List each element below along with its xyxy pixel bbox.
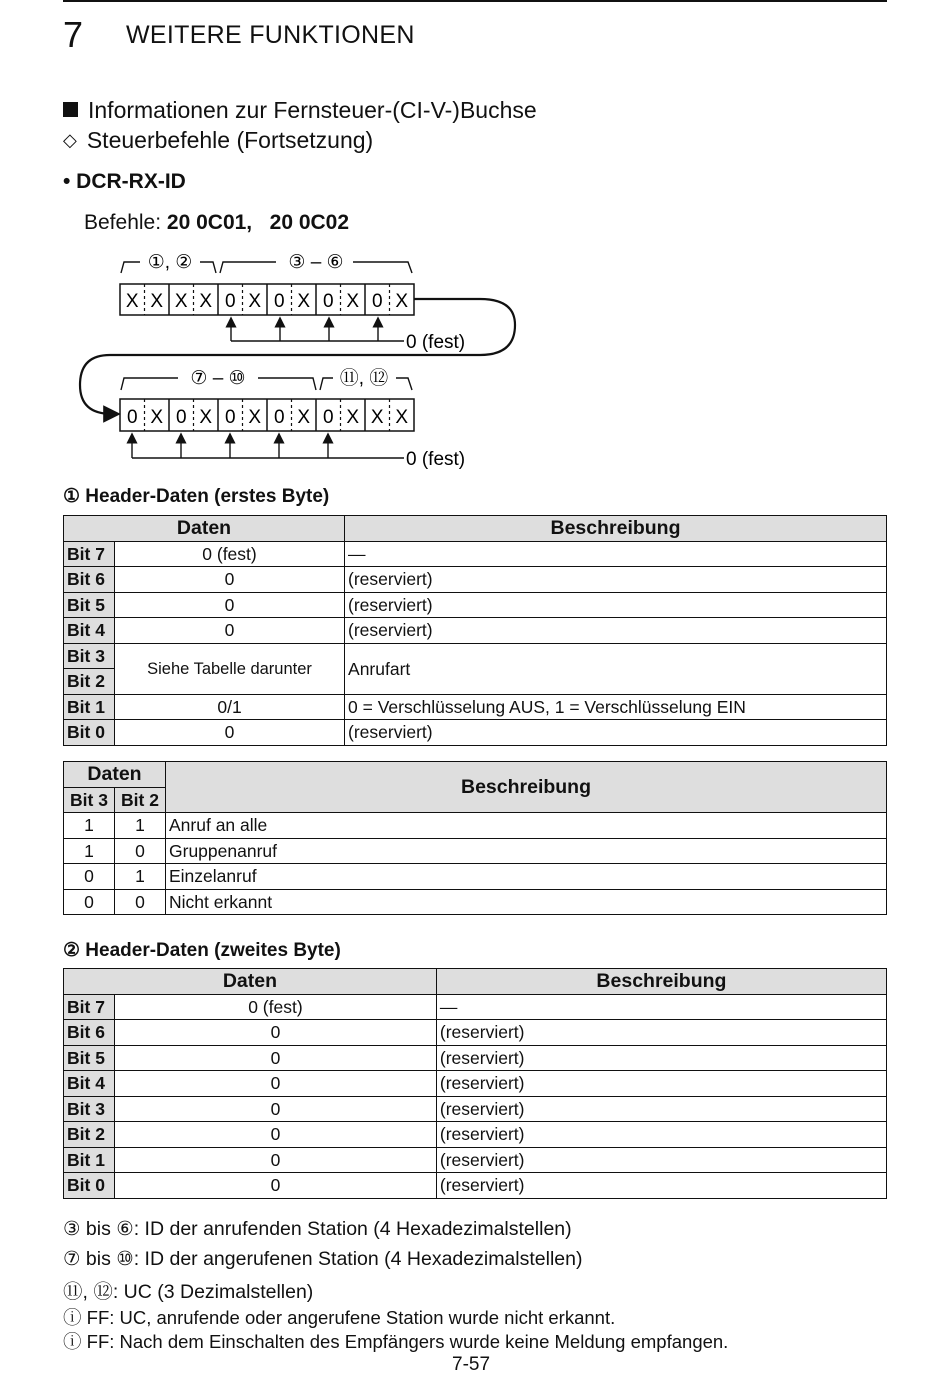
- row2-group-a-label: ⑦ – ⑩: [190, 368, 246, 389]
- row1-group-a-label: ①, ②: [147, 252, 193, 273]
- bit-label: Bit 4: [64, 1071, 115, 1097]
- bit-desc: (reserviert): [345, 567, 887, 593]
- table-row: [64, 1020, 887, 1046]
- info-note: ⓘ FF: Nach dem Einschalten des Empfängers wurde keine Meldung empfangen.: [63, 1331, 729, 1352]
- bit-value: 0: [115, 592, 345, 618]
- bit-label: Bit 1: [64, 1147, 115, 1173]
- bit-label: Bit 0: [64, 720, 115, 746]
- table1: [63, 515, 887, 746]
- nibble-cell: 0: [273, 407, 285, 428]
- table-row: [64, 1173, 887, 1199]
- call-type-desc: Nicht erkannt: [166, 889, 887, 915]
- nibble-cell: X: [174, 291, 188, 312]
- bit-desc: (reserviert): [436, 1147, 886, 1173]
- bit-label: Bit 2: [64, 669, 115, 695]
- subsection-title: Steuerbefehle (Fortsetzung): [86, 127, 374, 153]
- bit-value: 0: [115, 618, 345, 644]
- nibble-cell: X: [297, 291, 311, 312]
- item-title: • DCR-RX-ID: [63, 170, 186, 193]
- bit-desc: (reserviert): [436, 1122, 886, 1148]
- bit-desc: (reserviert): [436, 1045, 886, 1071]
- table-row: [64, 618, 887, 644]
- bit-desc: (reserviert): [436, 1173, 886, 1199]
- bit2-value: 1: [115, 813, 166, 839]
- table-row: [64, 720, 887, 746]
- nibble-cell: 0: [371, 291, 383, 312]
- bit-value: 0: [115, 1071, 437, 1097]
- table2-col-bit3: Bit 3: [64, 787, 115, 813]
- bit-value: 0/1: [115, 694, 345, 720]
- call-type-desc: Einzelanruf: [166, 864, 887, 890]
- byte-structure-diagram: [0, 0, 950, 480]
- nibble-cell: X: [248, 291, 262, 312]
- bit-desc: (reserviert): [436, 1096, 886, 1122]
- table-row: [64, 1122, 887, 1148]
- bit-desc: (reserviert): [345, 592, 887, 618]
- bit-desc: 0 = Verschlüsselung AUS, 1 = Verschlüsselung EIN: [345, 694, 887, 720]
- table-row: [64, 813, 887, 839]
- page-number: 7-57: [452, 1354, 491, 1375]
- nibble-cell: X: [150, 291, 164, 312]
- call-type-desc: Gruppenanruf: [166, 838, 887, 864]
- nibble-cell: X: [346, 407, 360, 428]
- chapter-number: 7: [63, 14, 84, 55]
- bit-label: Bit 6: [64, 1020, 115, 1046]
- bit-desc: (reserviert): [436, 1020, 886, 1046]
- bit-value: 0: [115, 1096, 437, 1122]
- table2-header-data: Daten: [64, 762, 166, 788]
- nibble-cell: X: [370, 407, 384, 428]
- bit-value: 0: [115, 1020, 437, 1046]
- bit-label: Bit 7: [64, 994, 115, 1020]
- nibble-cell: X: [297, 407, 311, 428]
- bit-desc: (reserviert): [345, 720, 887, 746]
- table-row: [64, 994, 887, 1020]
- table3-header-desc: Beschreibung: [436, 969, 886, 995]
- bit3-value: 1: [64, 813, 115, 839]
- nibble-cell: 0: [322, 291, 334, 312]
- nibble-cell: X: [199, 291, 213, 312]
- bit-label: Bit 7: [64, 541, 115, 567]
- nibble-cell: X: [199, 407, 213, 428]
- info-note: ⓘ FF: UC, anrufende oder angerufene Station wurde nicht erkannt.: [63, 1307, 616, 1328]
- bit2-value: 0: [115, 838, 166, 864]
- row1-cells: [120, 284, 414, 315]
- note-line: ⑦ bis ⑩: ID der angerufenen Station (4 Hexadezimalstellen): [63, 1248, 583, 1270]
- section-title: Informationen zur Fernsteuer-(CI-V-)Buchse: [88, 97, 537, 123]
- command-label: Befehle:: [84, 211, 162, 234]
- continuation-arrow: [80, 299, 515, 414]
- bit-value: 0 (fest): [115, 541, 345, 567]
- bit-value: Siehe Tabelle darunter: [115, 643, 345, 694]
- bit-label: Bit 0: [64, 1173, 115, 1199]
- row2-cells: [120, 399, 414, 431]
- bit-value: 0: [115, 1122, 437, 1148]
- table1-header-desc: Beschreibung: [345, 516, 887, 542]
- nibble-cell: X: [346, 291, 360, 312]
- row1-group-b-label: ③ – ⑥: [288, 252, 344, 273]
- bit-desc: —: [436, 994, 886, 1020]
- nibble-cell: X: [395, 407, 409, 428]
- bit-value: 0: [115, 1045, 437, 1071]
- note-line: ⑪, ⑫: UC (3 Dezimalstellen): [63, 1281, 314, 1303]
- bit-label: Bit 4: [64, 618, 115, 644]
- table-row: [64, 1147, 887, 1173]
- table2: [63, 761, 887, 915]
- table-row: [64, 567, 887, 593]
- bit-value: 0 (fest): [115, 994, 437, 1020]
- bit3-value: 0: [64, 889, 115, 915]
- bit-label: Bit 6: [64, 567, 115, 593]
- bit3-value: 0: [64, 864, 115, 890]
- command-values: 20 0C01, 20 0C02: [166, 211, 350, 234]
- table-row: [64, 1096, 887, 1122]
- table1-caption: ① Header-Daten (erstes Byte): [63, 486, 330, 507]
- table-row: [64, 643, 887, 669]
- nibble-cell: 0: [224, 291, 236, 312]
- table3-header-data: Daten: [64, 969, 437, 995]
- bit3-value: 1: [64, 838, 115, 864]
- chapter-title: WEITERE FUNKTIONEN: [126, 21, 415, 49]
- call-type-desc: Anruf an alle: [166, 813, 887, 839]
- bit2-value: 0: [115, 889, 166, 915]
- bit-label: Bit 5: [64, 1045, 115, 1071]
- bit-label: Bit 1: [64, 694, 115, 720]
- bit-desc: (reserviert): [345, 618, 887, 644]
- nibble-cell: 0: [126, 407, 138, 428]
- table-row: [64, 838, 887, 864]
- table-row: [64, 864, 887, 890]
- bit-value: 0: [115, 567, 345, 593]
- bit-label: Bit 3: [64, 643, 115, 669]
- table3: [63, 968, 887, 1199]
- nibble-cell: 0: [322, 407, 334, 428]
- table-row: [64, 1045, 887, 1071]
- nibble-cell: X: [125, 291, 139, 312]
- bit-desc: —: [345, 541, 887, 567]
- nibble-cell: X: [150, 407, 164, 428]
- table-row: [64, 541, 887, 567]
- bit-desc: (reserviert): [436, 1071, 886, 1097]
- bit-value: 0: [115, 1173, 437, 1199]
- table2-col-bit2: Bit 2: [115, 787, 166, 813]
- row2-fixed-label: 0 (fest): [406, 449, 466, 470]
- bit2-value: 1: [115, 864, 166, 890]
- table-row: [64, 889, 887, 915]
- row1-fixed-label: 0 (fest): [406, 332, 466, 353]
- table1-header-data: Daten: [64, 516, 345, 542]
- bit-value: 0: [115, 720, 345, 746]
- diamond-bullet-icon: ◇: [63, 130, 77, 150]
- bit-label: Bit 5: [64, 592, 115, 618]
- nibble-cell: 0: [273, 291, 285, 312]
- nibble-cell: 0: [224, 407, 236, 428]
- nibble-cell: X: [248, 407, 262, 428]
- table2-header-desc: Beschreibung: [166, 762, 887, 813]
- bit-desc: Anrufart: [345, 643, 887, 694]
- table3-caption: ② Header-Daten (zweites Byte): [63, 940, 341, 961]
- bit-label: Bit 2: [64, 1122, 115, 1148]
- row2-group-b-label: ⑪, ⑫: [339, 368, 389, 389]
- table-row: [64, 592, 887, 618]
- table-row: [64, 1071, 887, 1097]
- nibble-cell: 0: [175, 407, 187, 428]
- bit-value: 0: [115, 1147, 437, 1173]
- note-line: ③ bis ⑥: ID der anrufenden Station (4 Hexadezimalstellen): [63, 1218, 572, 1240]
- bit-label: Bit 3: [64, 1096, 115, 1122]
- table-row: [64, 694, 887, 720]
- nibble-cell: X: [395, 291, 409, 312]
